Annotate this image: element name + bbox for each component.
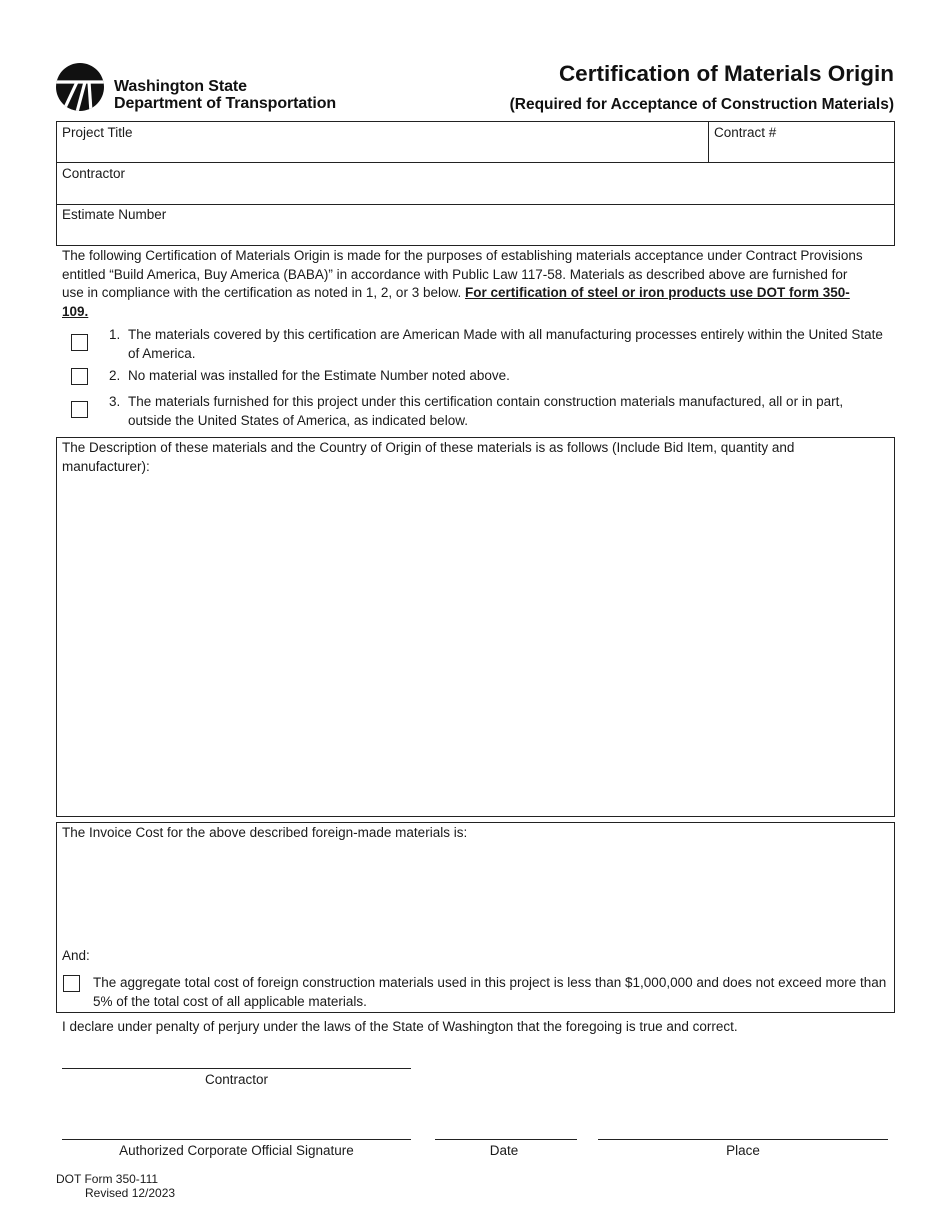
contract-number-label: Contract # [714, 125, 777, 140]
project-title-label: Project Title [62, 125, 133, 140]
place-line[interactable] [598, 1139, 888, 1140]
option-2-text: No material was installed for the Estimate Number noted above. [128, 368, 510, 383]
form-number: DOT Form 350-111 [56, 1172, 159, 1186]
agency-name-line1: Washington State [114, 78, 247, 95]
estimate-number-field[interactable] [57, 205, 894, 245]
project-title-field[interactable] [57, 122, 707, 162]
form-title: Certification of Materials Origin [558, 61, 894, 86]
estimate-number-label: Estimate Number [62, 207, 167, 222]
contract-number-field[interactable] [709, 122, 894, 162]
intro-paragraph [62, 247, 872, 321]
aggregate-text: The aggregate total cost of foreign construction materials used in this project is less than $1,000,000 and does not exceed more than 5% of the total cost of all applicable materials. [93, 975, 887, 1009]
option-2-number: 2. [109, 368, 121, 383]
and-label: And: [62, 948, 90, 963]
contractor-signature-label: Contractor [204, 1072, 269, 1087]
invoice-cost-field[interactable] [60, 846, 890, 941]
date-label: Date [489, 1143, 519, 1158]
intro-emphasis: For certification of steel or iron products use DOT form 350-109. [62, 285, 850, 319]
contractor-label: Contractor [62, 166, 126, 181]
description-label: The Description of these materials and the Country of Origin of these materials is as follows (Include Bid Item, quantity and manufacturer): [62, 440, 795, 474]
option-3-text: The materials furnished for this project under this certification contain construction materials manufactured, all or in part, outside the United States of America, as indicated below. [128, 394, 844, 428]
description-field[interactable] [56, 437, 895, 817]
contractor-signature-line[interactable] [62, 1068, 411, 1069]
official-signature-line[interactable] [62, 1139, 411, 1140]
option-1-number: 1. [109, 327, 121, 342]
option-1-checkbox[interactable] [71, 334, 88, 351]
declaration-text: I declare under penalty of perjury under the laws of the State of Washington that the foregoing is true and correct. [62, 1019, 738, 1034]
option-3-checkbox[interactable] [71, 401, 88, 418]
option-3-number: 3. [109, 394, 121, 409]
place-label: Place [726, 1143, 760, 1158]
revision-date: Revised 12/2023 [85, 1186, 176, 1200]
option-2-checkbox[interactable] [71, 368, 88, 385]
agency-name-line2: Department of Transportation [114, 95, 337, 112]
form-subtitle: (Required for Acceptance of Construction Materials) [509, 96, 894, 113]
wsdot-logo [55, 62, 105, 112]
intro-text: The following Certification of Materials Origin is made for the purposes of establishing materials acceptance under Contract Provisions entitled “Build America, Buy America (BABA)” in accordance with Public Law 117-58. Materials as described above are furnished for use in compliance with the certification as noted in 1, 2, or 3 below. [62, 248, 863, 300]
invoice-cost-label: The Invoice Cost for the above described foreign-made materials is: [62, 825, 468, 840]
agency-name [114, 78, 336, 112]
date-line[interactable] [435, 1139, 577, 1140]
option-1-text: The materials covered by this certification are American Made with all manufacturing processes entirely within the United State of America. [128, 327, 883, 361]
wsdot-logo-icon [55, 62, 105, 112]
official-signature-label: Authorized Corporate Official Signature [119, 1143, 354, 1158]
contractor-field[interactable] [57, 163, 894, 204]
aggregate-checkbox[interactable] [63, 975, 80, 992]
